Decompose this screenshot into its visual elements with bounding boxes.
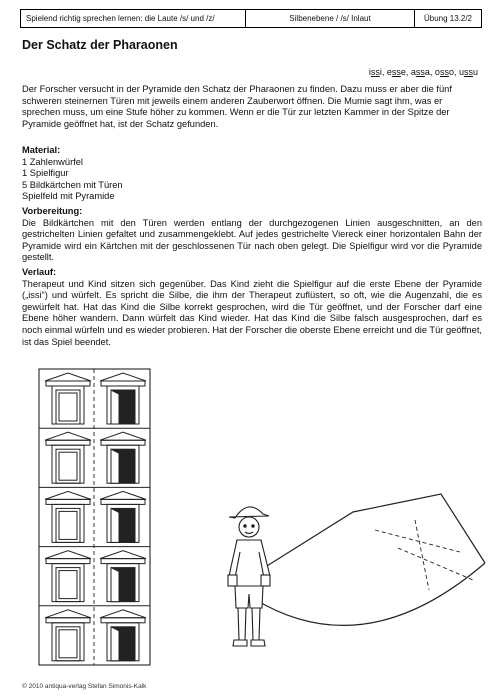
explorer-shorts	[235, 586, 263, 608]
procedure-text: Therapeut und Kind sitzen sich gegenüber. Das Kind zieht die Spielfigur auf die erste Ebene der Pyramide („issi“) und würfelt. Es spricht die Silbe, die ihm der Therapeut zuflüstert, so oft, wie die Augenzahl, die es gewürfelt hat. Hat das Kind die Silbe korrekt gesprochen, wird die Tür geöffnet, und der Forscher darf eine Ebene höher wandern. Dann würfelt das Kind wieder. Hat das Kind die Silbe falsch ausgesprochen, darf es noch einmal würfeln und es wieder probieren. Hat der Forscher die oberste Ebene erreicht und die Tür geöffnet, ist das Spiel beendet.	[22, 278, 482, 347]
header-series-title: Spielend richtig sprechen lernen: die Laute /s/ und /z/	[21, 10, 246, 27]
closed-door-card	[45, 373, 91, 424]
syllable-4: osso	[434, 67, 454, 77]
open-door-card	[100, 551, 146, 602]
explorer-lamp	[261, 575, 270, 586]
closed-door-card	[45, 491, 91, 542]
preparation-heading: Vorbereitung:	[22, 206, 83, 216]
pyramid-dashed-lane	[415, 520, 429, 590]
pyramid-dashed-lane	[375, 530, 460, 552]
preparation-section	[22, 206, 482, 264]
closed-door-card	[45, 432, 91, 483]
closed-door-card	[45, 610, 91, 661]
copyright-footer: © 2010 antiqua-verlag Stefan Simonis-Kalk	[22, 683, 147, 690]
pyramid-board-outline	[235, 494, 485, 586]
closed-door-card	[45, 551, 91, 602]
header-level: Silbenebene / /s/ Inlaut	[246, 10, 415, 27]
material-section	[22, 145, 482, 203]
pyramid-game-board	[215, 490, 490, 680]
page-header	[20, 9, 482, 28]
explorer-figure	[228, 507, 270, 646]
pyramid-dashed-lane	[398, 548, 473, 580]
explorer-boots	[233, 640, 265, 646]
procedure-heading: Verlauf:	[22, 267, 57, 277]
procedure-section	[22, 267, 482, 348]
material-item: Spielfeld mit Pyramide	[22, 191, 115, 202]
intro-paragraph: Der Forscher versucht in der Pyramide den Schatz der Pharaonen zu finden. Dazu muss er aber die fünf schweren steinernen Türen mit jeweils einem anderen Zauberwort öffnen. Die Mumie sagt ihm, was er sprechen muss, um eine Stufe höher zu kommen. Wenn er die Tür zur letzten Kammer in der Spitze der Pyramide geöffnet hat, ist der Schatz gefunden.	[22, 84, 452, 129]
syllable-3: assa	[410, 67, 430, 77]
page-title: Der Schatz der Pharaonen	[22, 38, 178, 52]
open-door-card	[100, 373, 146, 424]
explorer-bag	[228, 575, 237, 586]
material-heading: Material:	[22, 145, 61, 155]
syllable-list: issi, esse, assa, osso, ussu	[368, 67, 478, 77]
header-exercise-number: Übung 13.2/2	[423, 14, 473, 23]
explorer-helmet	[229, 507, 269, 518]
material-item: 1 Spielfigur	[22, 168, 69, 179]
material-item: 1 Zahlenwürfel	[22, 156, 83, 167]
door-cards-cutout	[37, 367, 152, 667]
syllable-1: issi	[368, 67, 382, 77]
preparation-text: Die Bildkärtchen mit den Türen werden entlang der durchgezogenen Linien ausgeschnitten, an den gestrichelten Linien gefaltet und zusammengeklebt. Auf jedes gestrichelte Viereck einer horizontalen Bahn der Pyramide wird ein Kärtchen mit der geschlossenen Tür nach oben gelegt. Die Spielfigur wird vor die Pyramide gestellt.	[22, 217, 482, 263]
open-door-card	[100, 491, 146, 542]
material-item: 5 Bildkärtchen mit Türen	[22, 179, 123, 190]
pyramid-board-base	[235, 563, 485, 625]
syllable-5: ussu	[458, 67, 478, 77]
open-door-card	[100, 432, 146, 483]
syllable-2: esse	[386, 67, 406, 77]
open-door-card	[100, 610, 146, 661]
